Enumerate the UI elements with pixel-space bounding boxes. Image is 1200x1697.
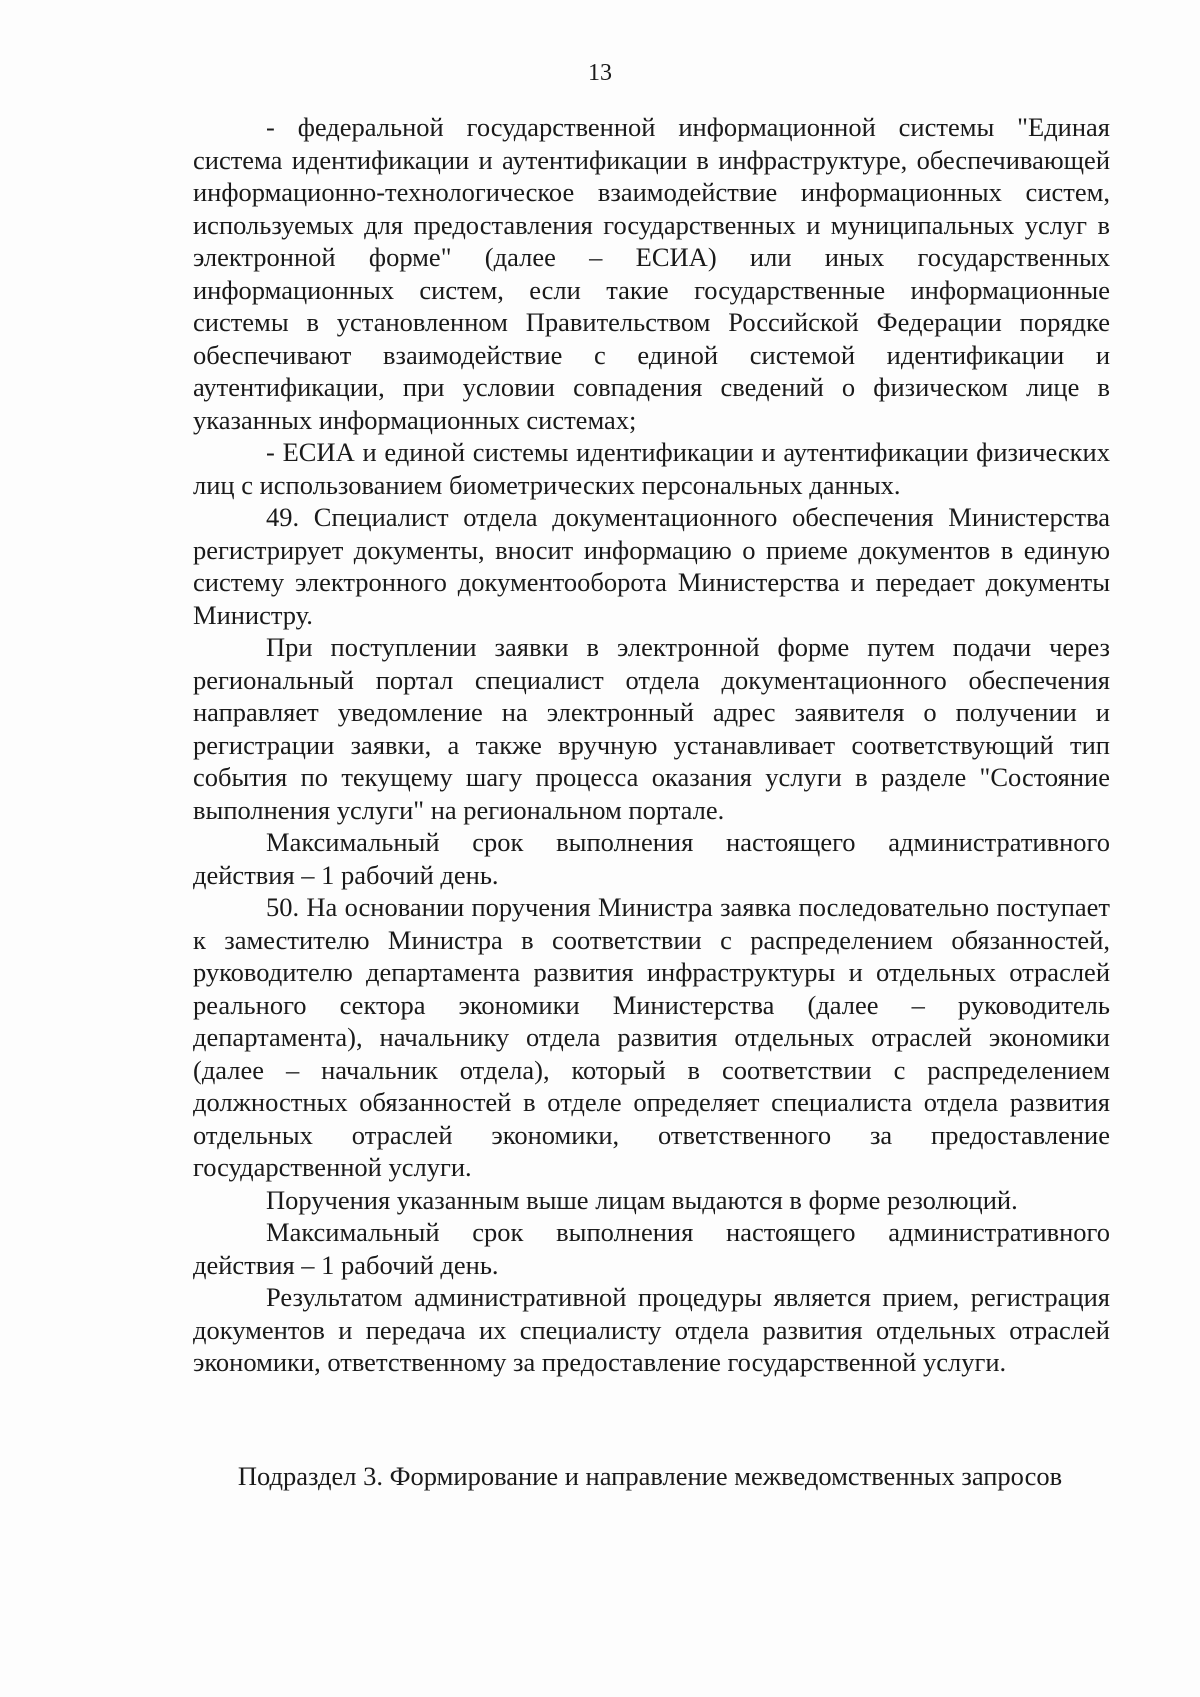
paragraph-max-term-2: Максимальный срок выполнения настоящего административного действия – 1 рабочий день. — [193, 1217, 1110, 1280]
paragraph-resolutions: Поручения указанным выше лицам выдаются в форме резолюций. — [266, 1184, 1018, 1215]
paragraph-item-49: 49. Специалист отдела документационного обеспечения Министерства регистрирует документы, вносит информацию о приеме документов в единую систему электронного документооборота Министерства и передает документы Министру. — [193, 502, 1110, 630]
document-body — [193, 111, 1110, 1379]
paragraph-max-term-1: Максимальный срок выполнения настоящего административного действия – 1 рабочий день. — [193, 827, 1110, 890]
paragraph-esia-biometric: - ЕСИА и единой системы идентификации и аутентификации физических лиц с использованием биометрических персональных данных. — [193, 437, 1110, 500]
paragraph-esia-federal-system: - федеральной государственной информационной системы "Единая система идентификации и аутентификации в инфраструктуре, обеспечивающей информационно-технологическое взаимодействие информационных систем, используемых для предоставления государственных и муниципальных услуг в электронной форме" (далее – ЕСИА) или иных государственных информационных систем, если такие государственные информационные системы в установленном Правительством Российской Федерации порядке обеспечивают взаимодействие с единой системой идентификации и аутентификации, при условии совпадения сведений о физическом лице в указанных информационных системах; — [193, 112, 1110, 435]
subsection-heading: Подраздел 3. Формирование и направление межведомственных запросов — [237, 1461, 1063, 1491]
paragraph-procedure-result: Результатом административной процедуры является прием, регистрация документов и передача их специалисту отдела развития отдельных отраслей экономики, ответственному за предоставление государственной услуги. — [193, 1282, 1110, 1377]
paragraph-electronic-application: При поступлении заявки в электронной форме путем подачи через региональный портал специалист отдела документационного обеспечения направляет уведомление на электронный адрес заявителя о получении и регистрации заявки, а также вручную устанавливает соответствующий тип события по текущему шагу процесса оказания услуги в разделе "Состояние выполнения услуги" на региональном портале. — [193, 632, 1110, 825]
paragraph-item-50: 50. На основании поручения Министра заявка последовательно поступает к заместителю Министра в соответствии с распределением обязанностей, руководителю департамента развития инфраструктуры и отдельных отраслей реального сектора экономики Министерства (далее – руководитель департамента), начальнику отдела развития отдельных отраслей экономики (далее – начальник отдела), который в соответствии с распределением должностных обязанностей в отделе определяет специалиста отдела развития отдельных отраслей экономики, ответственного за предоставление государственной услуги. — [193, 892, 1110, 1182]
page-number: 13 — [588, 60, 612, 86]
